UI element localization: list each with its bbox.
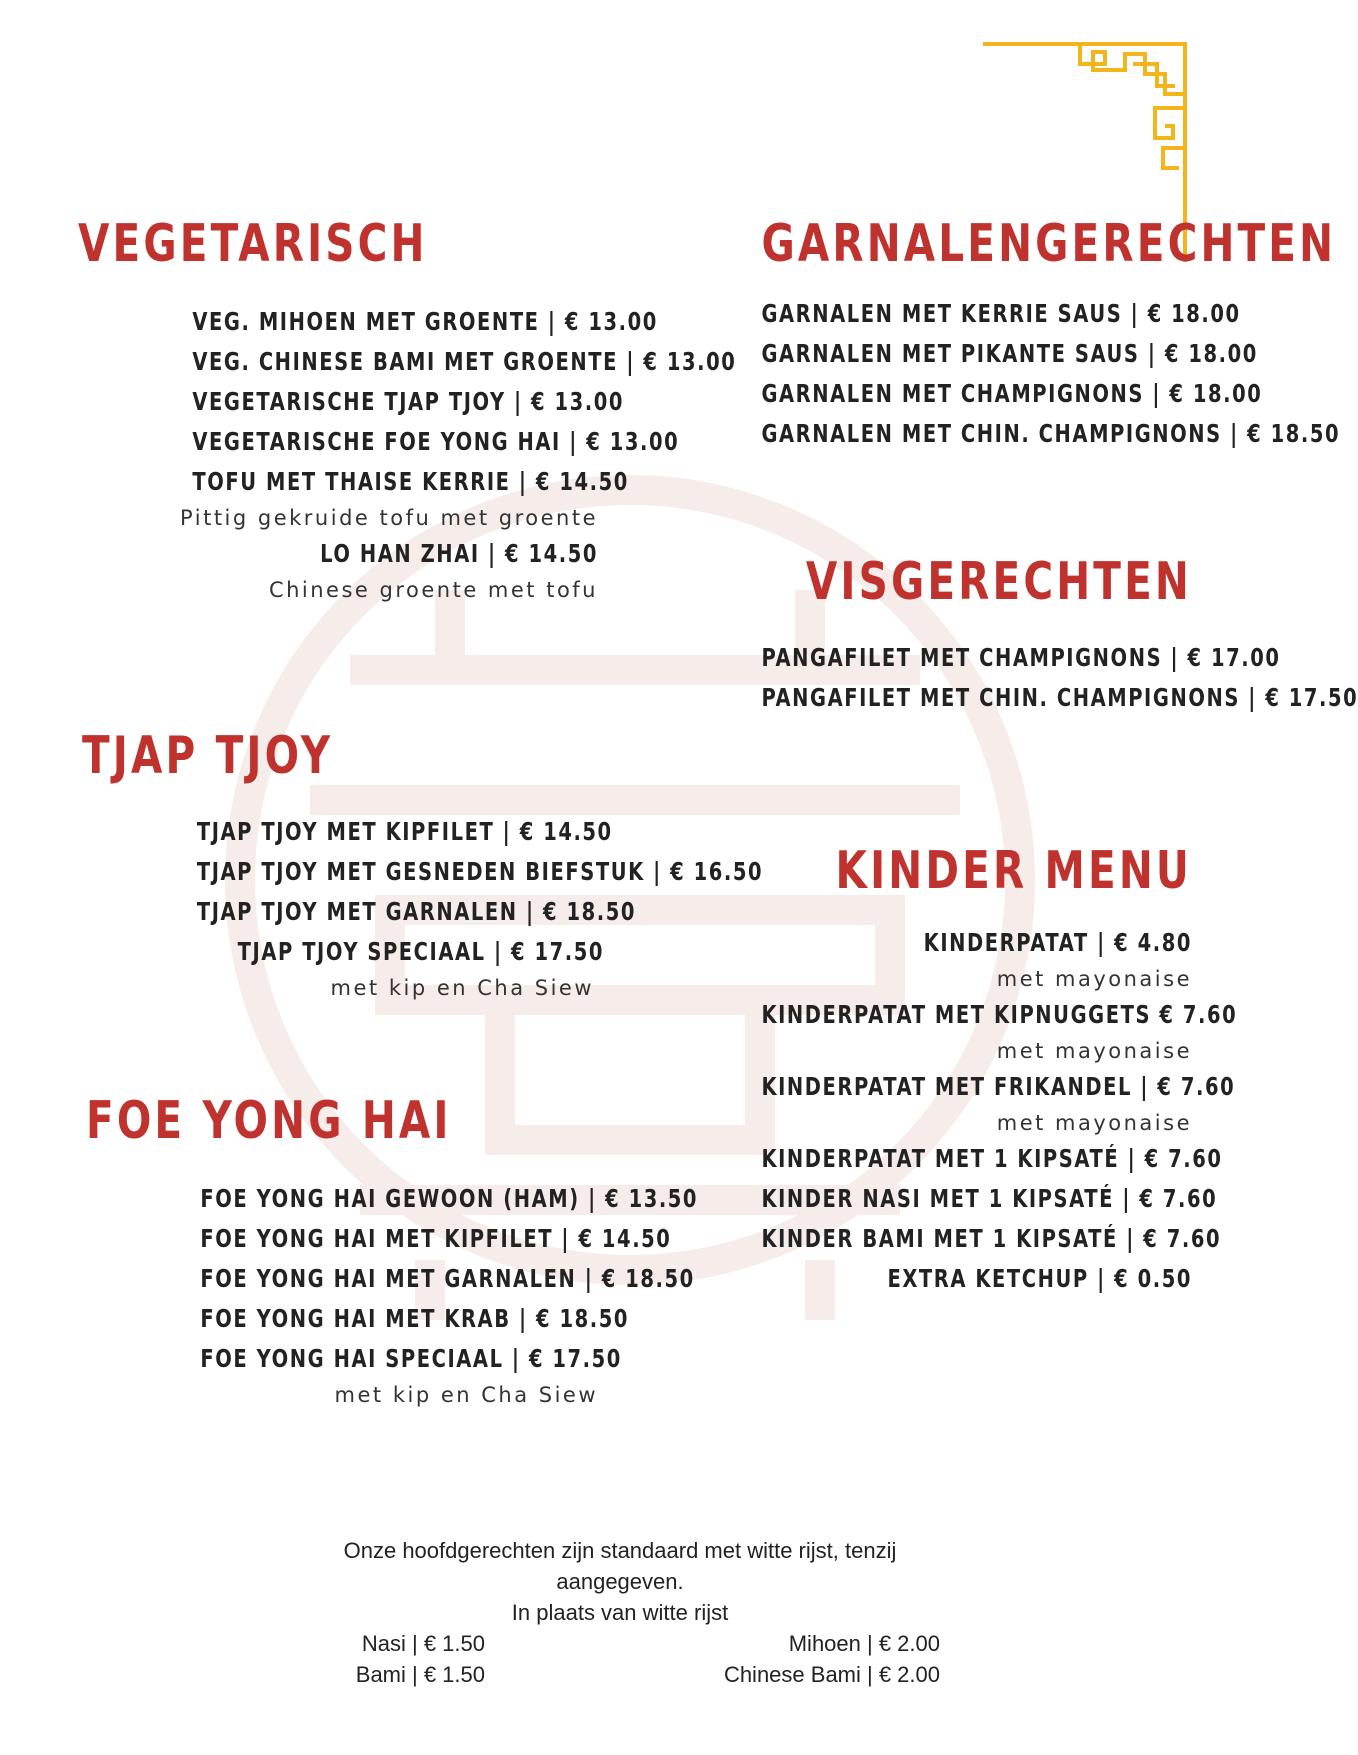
menu-item: LO HAN ZHAI | € 14.50: [320, 539, 598, 568]
menu-item: KINDERPATAT | € 4.80: [923, 928, 1192, 957]
menu-item: FOE YONG HAI MET KRAB | € 18.50: [200, 1304, 629, 1333]
section-title: VISGERECHTEN: [805, 552, 1192, 612]
menu-item: FOE YONG HAI SPECIAAL | € 17.50: [200, 1344, 622, 1373]
menu-item: KINDER NASI MET 1 KIPSATÉ | € 7.60: [761, 1184, 1218, 1213]
menu-item: PANGAFILET MET CHAMPIGNONS | € 17.00: [761, 643, 1281, 672]
menu-item: PANGAFILET MET CHIN. CHAMPIGNONS | € 17.50: [761, 683, 1358, 712]
menu-item: FOE YONG HAI MET GARNALEN | € 18.50: [200, 1264, 695, 1293]
menu-item: KINDER BAMI MET 1 KIPSATÉ | € 7.60: [761, 1224, 1222, 1253]
section-title: KINDER MENU: [835, 841, 1192, 901]
item-description: Chinese groente met tofu: [268, 578, 598, 602]
section-tjap-tjoy: [82, 726, 764, 1004]
item-description: met kip en Cha Siew: [330, 976, 594, 1000]
menu-item: GARNALEN MET KERRIE SAUS | € 18.00: [761, 299, 1241, 328]
item-description: met kip en Cha Siew: [334, 1383, 598, 1407]
menu-item: VEGETARISCHE FOE YONG HAI | € 13.00: [192, 427, 680, 456]
item-description: met mayonaise: [996, 967, 1192, 991]
menu-item: GARNALEN MET CHAMPIGNONS | € 18.00: [761, 379, 1263, 408]
section-title: GARNALENGERECHTEN: [761, 214, 1337, 274]
section-vegetarisch: [78, 214, 737, 606]
footer-price-row: [250, 1628, 990, 1659]
menu-item: TJAP TJOY MET KIPFILET | € 14.50: [196, 817, 613, 846]
menu-item: TJAP TJOY MET GARNALEN | € 18.50: [196, 897, 636, 926]
footer-note: [250, 1535, 990, 1690]
menu-item: TJAP TJOY SPECIAAL | € 17.50: [237, 937, 604, 966]
item-description: Pittig gekruide tofu met groente: [180, 506, 598, 530]
section-garnalengerechten: [640, 214, 1341, 454]
menu-item: FOE YONG HAI MET KIPFILET | € 14.50: [200, 1224, 672, 1253]
menu-item: VEGETARISCHE TJAP TJOY | € 13.00: [192, 387, 625, 416]
menu-item: VEG. CHINESE BAMI MET GROENTE | € 13.00: [192, 347, 737, 376]
section-title: TJAP TJOY: [82, 726, 334, 786]
menu-item: FOE YONG HAI GEWOON (HAM) | € 13.50: [200, 1184, 699, 1213]
footer-price-row: [250, 1659, 990, 1690]
menu-item: KINDERPATAT MET 1 KIPSATÉ | € 7.60: [761, 1144, 1223, 1173]
footer-line: In plaats van witte rijst: [511, 1600, 729, 1625]
price-chinese-bami: Chinese Bami | € 2.00: [723, 1662, 940, 1687]
price-mihoen: Mihoen | € 2.00: [788, 1631, 940, 1656]
item-description: met mayonaise: [996, 1111, 1192, 1135]
footer-line: aangegeven.: [556, 1569, 684, 1594]
section-title: VEGETARISCH: [78, 214, 428, 274]
section-foe-yong-hai: [86, 1091, 699, 1411]
menu-item: KINDERPATAT MET FRIKANDEL | € 7.60: [761, 1072, 1236, 1101]
price-bami: Bami | € 1.50: [355, 1662, 485, 1687]
footer-line: Onze hoofdgerechten zijn standaard met witte rijst, tenzij: [343, 1538, 897, 1563]
menu-item: KINDERPATAT MET KIPNUGGETS € 7.60: [761, 1000, 1238, 1029]
menu-item: GARNALEN MET CHIN. CHAMPIGNONS | € 18.50: [761, 419, 1341, 448]
menu-item: VEG. MIHOEN MET GROENTE | € 13.00: [192, 307, 658, 336]
menu-item: TJAP TJOY MET GESNEDEN BIEFSTUK | € 16.50: [196, 857, 764, 886]
menu-item: GARNALEN MET PIKANTE SAUS | € 18.00: [761, 339, 1258, 368]
menu-item: TOFU MET THAISE KERRIE | € 14.50: [192, 467, 629, 496]
menu-item: EXTRA KETCHUP | € 0.50: [887, 1264, 1192, 1293]
section-visgerechten: [640, 552, 1358, 718]
price-nasi: Nasi | € 1.50: [361, 1631, 485, 1656]
item-description: met mayonaise: [996, 1039, 1192, 1063]
section-kinder-menu: [640, 841, 1238, 1299]
section-title: FOE YONG HAI: [86, 1091, 452, 1151]
